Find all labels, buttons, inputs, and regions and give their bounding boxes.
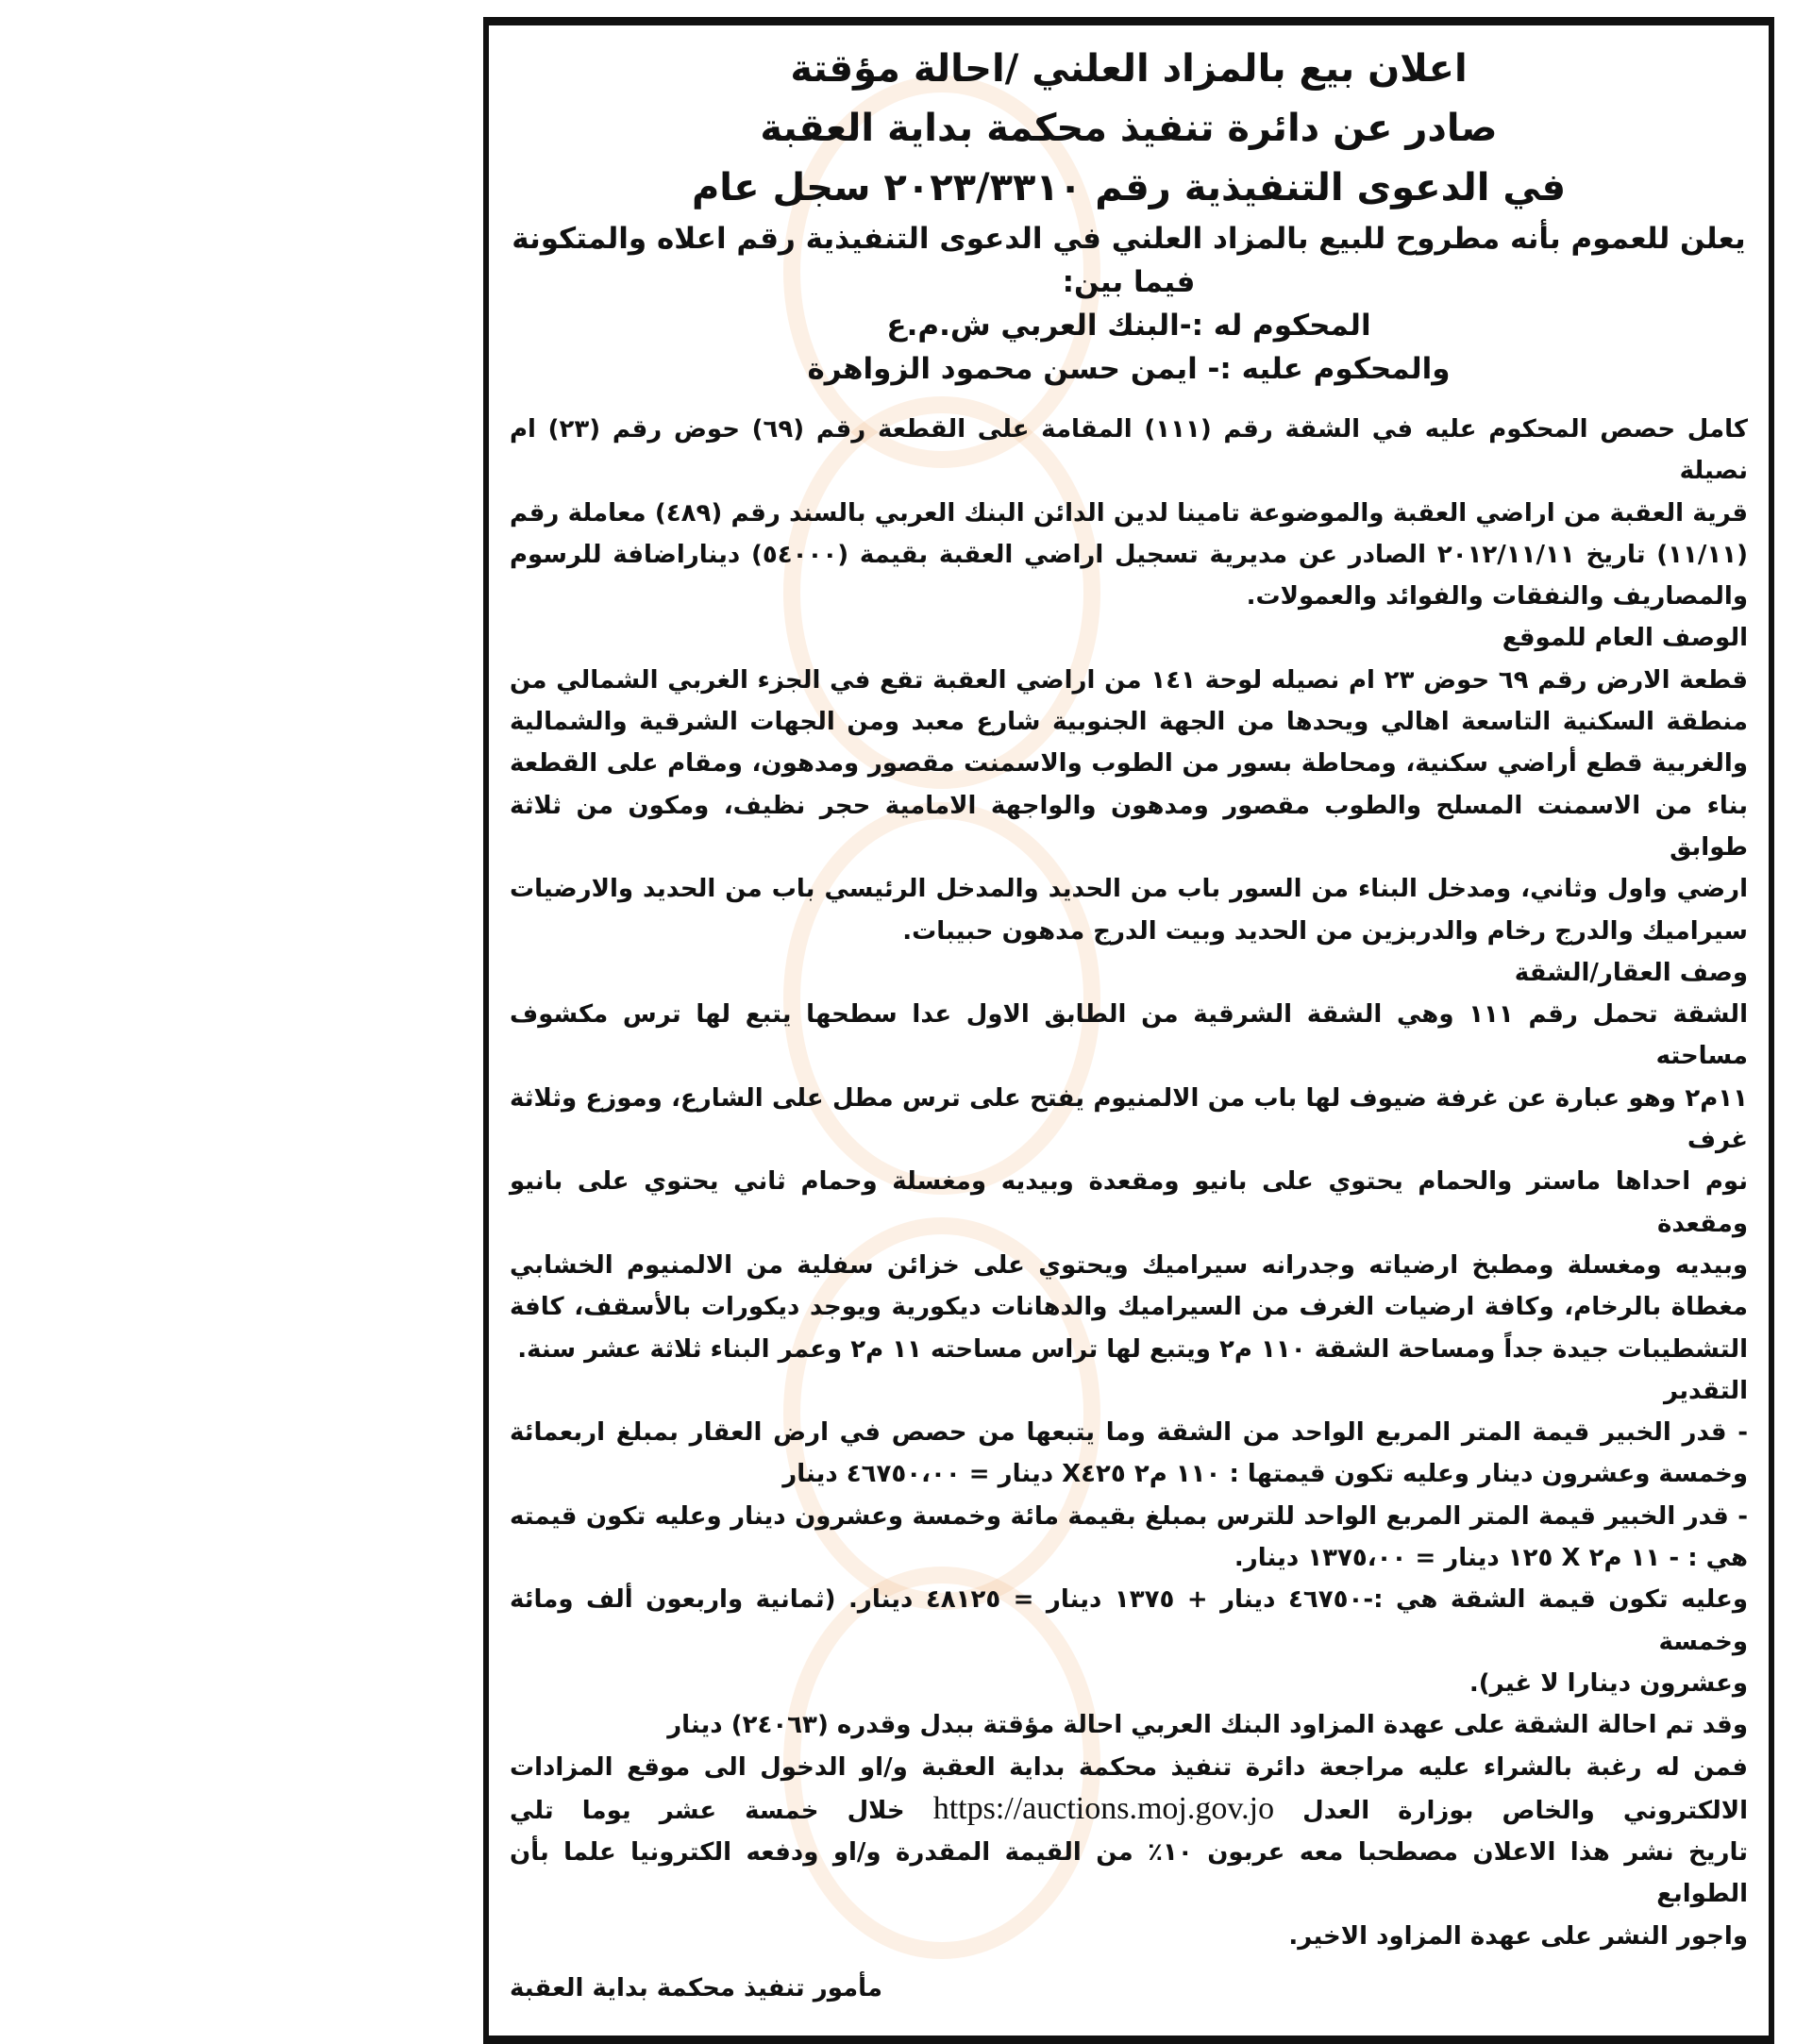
body-line-with-url bbox=[510, 1788, 1748, 1832]
body-line: هي : - ١١ م٢ X ١٢٥ دينار = ١٣٧٥،٠٠ دينار. bbox=[1234, 1544, 1748, 1573]
body-line: - قدر الخبير قيمة المتر المربع الواحد للترس بمبلغ بقيمة مائة وخمسة وعشرون دينار وعليه تكون قيمته bbox=[510, 1501, 1748, 1531]
notice-issuer: صادر عن دائرة تنفيذ محكمة بداية العقبة bbox=[760, 107, 1498, 150]
body-line: والغربية قطع أراضي سكنية، ومحاطة بسور من الطوب والاسمنت مقصور ومدهون، ومقام على القطعة bbox=[510, 749, 1748, 779]
body-line: الشقة تحمل رقم ١١١ وهي الشقة الشرقية من الطابق الاول عدا سطحها يتبع لها ترس مكشوف مساحته bbox=[510, 1000, 1748, 1071]
signature: مأمور تنفيذ محكمة بداية العقبة bbox=[510, 1973, 882, 2002]
body-line: وبيديه ومغسلة ومطبخ ارضياته وجدرانه سيراميك ويحتوي على خزائن سفلية من الالمنيوم الخشابي bbox=[510, 1250, 1748, 1280]
auction-notice bbox=[483, 17, 1774, 2044]
intro-line: يعلن للعموم بأنه مطروح للبيع بالمزاد العلني في الدعوى التنفيذية رقم اعلاه والمتكونة فيما بين: bbox=[512, 222, 1746, 299]
section-heading: التقدير bbox=[1664, 1376, 1748, 1405]
parties-block bbox=[510, 217, 1748, 391]
body-line: قطعة الارض رقم ٦٩ حوض ٢٣ ام نصيله لوحة ١٤١ من اراضي العقبة تقع في الجزء الغربي الشمالي من bbox=[510, 665, 1748, 695]
body-line: نوم احداها ماستر والحمام يحتوي على بانيو ومقعدة وبيديه ومغسلة وحمام ثاني يحتوي على بانيو ومقعدة bbox=[510, 1167, 1748, 1238]
body-line: التشطيبات جيدة جداً ومساحة الشقة ١١٠ م٢ ويتبع لها تراس مساحته ١١ م٢ وعمر البناء ثلاثة عشر سنة. bbox=[517, 1334, 1748, 1364]
case-number: في الدعوى التنفيذية رقم ٢٠٢٣/٣٣١٠ سجل عام bbox=[691, 166, 1567, 209]
body-line: بناء من الاسمنت المسلح والطوب مقصور ومدهون والواجهة الامامية حجر نظيف، ومكون من ثلاثة طوابق bbox=[510, 791, 1748, 862]
auctions-url-link[interactable]: https://auctions.moj.gov.jo bbox=[932, 1790, 1275, 1826]
body-line: وقد تم احالة الشقة على عهدة المزاود البنك العربي احالة مؤقتة ببدل وقدره (٢٤٠٦٣) دينار bbox=[667, 1711, 1748, 1740]
body-line: منطقة السكنية التاسعة اهالي ويحدها من الجهة الجنوبية شارع معبد ومن الجهات الشرقية والشمالية bbox=[510, 708, 1748, 737]
body-line: كامل حصص المحكوم عليه في الشقة رقم (١١١) المقامة على القطعة رقم (٦٩) حوض رقم (٢٣) ام نصيلة bbox=[510, 415, 1748, 486]
body-line: واجور النشر على عهدة المزاود الاخير. bbox=[1288, 1921, 1748, 1951]
body-line: ارضي واول وثاني، ومدخل البناء من السور باب من الحديد والمدخل الرئيسي باب من الحديد والارضيات bbox=[510, 875, 1748, 904]
judgment-creditor: المحكوم له :-البنك العربي ش.م.ع bbox=[886, 309, 1371, 343]
notice-title: اعلان بيع بالمزاد العلني /احالة مؤقتة bbox=[790, 47, 1468, 91]
body-line: وعليه تكون قيمة الشقة هي :-٤٦٧٥٠ دينار + ١٣٧٥ دينار = ٤٨١٢٥ دينار. (ثمانية واربعون ألف ومائة وخمسة bbox=[510, 1585, 1748, 1656]
body-line: مغطاة بالرخام، وكافة ارضيات الغرف من السيراميك والدهانات ديكورية ويوجد ديكورات بالأسقف، كافة bbox=[510, 1293, 1748, 1322]
body-line: تاريخ نشر هذا الاعلان مصطحبا معه عربون ١٠٪ من القيمة المقدرة و/او ودفعه الكترونيا علما بأن الطوابع bbox=[510, 1838, 1749, 1909]
body-line: - قدر الخبير قيمة المتر المربع الواحد من الشقة وما يتبعها من حصص في ارض العقار بمبلغ اربعمائة bbox=[510, 1418, 1748, 1448]
body-line: (١١/١١) تاريخ ٢٠١٢/١١/١١ الصادر عن مديرية تسجيل اراضي العقبة بقيمة (٥٤٠٠٠) ديناراضافة للرسوم bbox=[510, 540, 1748, 569]
body-line: وخمسة وعشرون دينار وعليه تكون قيمتها : ١١٠ م٢ X٤٢٥ دينار = ٤٦٧٥٠،٠٠ دينار bbox=[782, 1460, 1748, 1489]
body-line: قرية العقبة من اراضي العقبة والموضوعة تامينا لدين الدائن البنك العربي بالسند رقم (٤٨٩) معاملة رقم bbox=[510, 498, 1748, 528]
body-line: وعشرون دينارا لا غير). bbox=[1469, 1668, 1748, 1698]
judgment-debtor: والمحكوم عليه :- ايمن حسن محمود الزواهرة bbox=[807, 352, 1451, 386]
body-line: سيراميك والدرج رخام والدربزين من الحديد وبيت الدرج مدهون حبيبات. bbox=[902, 916, 1748, 946]
body-line: ١١م٢ وهو عبارة عن غرفة ضيوف لها باب من الالمنيوم يفتح على ترس مطل على الشارع، وموزع وثلاثة غرف bbox=[510, 1083, 1748, 1155]
section-heading: الوصف العام للموقع bbox=[1502, 624, 1748, 653]
body-text: خلال خمسة عشر يوما تلي bbox=[510, 1796, 905, 1825]
body-text: الالكتروني والخاص بوزارة العدل bbox=[1302, 1796, 1748, 1825]
body-line: والمصاريف والنفقات والفوائد والعمولات. bbox=[1246, 582, 1748, 612]
body-line: فمن له رغبة بالشراء عليه مراجعة دائرة تنفيذ محكمة بداية العقبة و/او الدخول الى موقع المزادات bbox=[510, 1752, 1748, 1782]
section-heading: وصف العقار/الشقة bbox=[1514, 958, 1748, 987]
notice-body bbox=[510, 409, 1748, 1957]
